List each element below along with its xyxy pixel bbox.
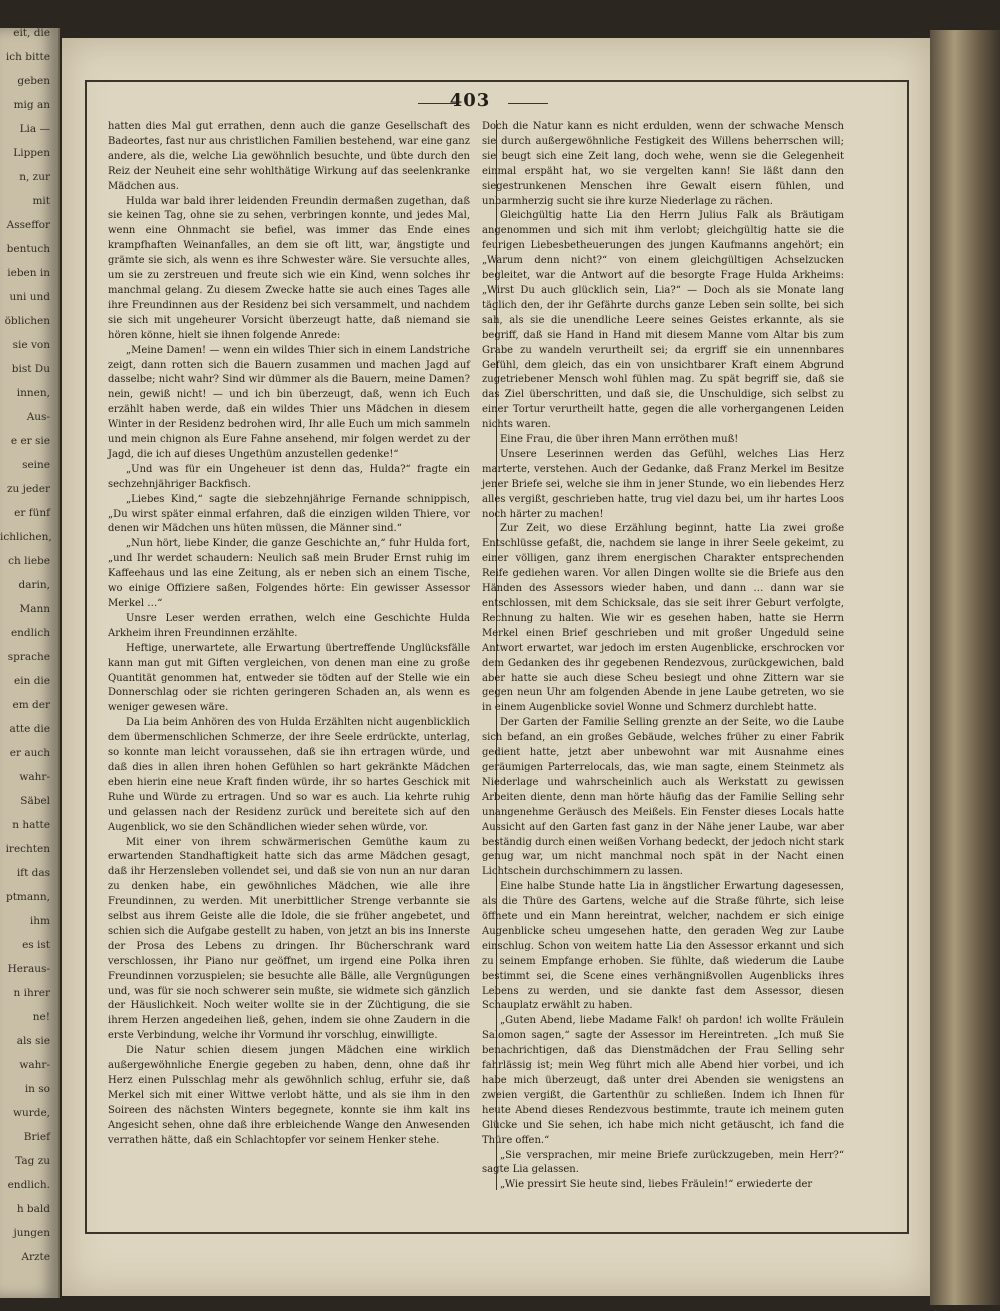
left-page-fragment: wahr-: [19, 772, 50, 783]
left-page-fragment: n ihrer: [13, 988, 50, 999]
left-page-fragment: in so: [24, 1084, 50, 1095]
left-page-fragment: bentuch: [6, 244, 50, 255]
paragraph: „Nun hört, liebe Kinder, die ganze Geschichte an,“ fuhr Hulda fort, „und Ihr werdet schaudern: Neulich saß mein Bruder Ernst ruhig im Kaffeehaus und las eine Zeitung, als er neben sich an einem Tische, wo einige Offiziere saßen, Folgendes hörte: Ein gewisser Assessor Merkel …“: [108, 538, 470, 609]
left-page-fragment: ich bitte: [5, 52, 50, 63]
left-page-fragment: Brief: [23, 1132, 50, 1143]
left-page-fragment: darin,: [18, 580, 50, 591]
left-page-fragment: atte die: [9, 724, 50, 735]
paragraph: Eine halbe Stunde hatte Lia in ängstlicher Erwartung dagesessen, als die Thüre des Gartens, welche auf die Straße führte, sich leise öffnete und ein Mann hereintrat, welcher, nachdem er sich einige Augenblicke scheu umgesehen hatte, den geraden Weg zur Laube einschlug. Schon von weitem hatte Lia den Assessor erkannt und sich zu seinem Empfange erhoben. Sie fühlte, daß wiederum die Laube bestimmt sei, die Scene eines verhängnißvollen Augenblicks ihres Lebens zu werden, und sie dankte fast dem Assessor, diesen Schauplatz erwählt zu haben.: [482, 881, 844, 1012]
paragraph: Gleichgültig hatte Lia den Herrn Julius Falk als Bräutigam angenommen und sich mit ihm verlobt; gleichgültig hatte sie die feurigen Liebesbetheuerungen des jungen Kaufmanns angehört; ein „Warum denn nicht?“ von einem gleichgültigen Achselzucken begleitet, war die Antwort auf die besorgte Frage Hulda Arkheims: „Wirst Du auch glücklich sein, Lia?“ — Doch als sie Monate lang täglich den, der ihr Gefährte durchs ganze Leben sein sollte, bei sich sah, als sie die unendliche Leere seines Geistes erkannte, als sie begriff, daß sie Hand in Hand mit diesem Manne vom Altar bis zum Grabe zu wandeln verurtheilt sei; da ergriff sie ein unnennbares Gefühl, dem gleich, das ein von unsichtbarer Kraft einem Abgrund zugetriebener Mensch wohl fühlen mag. Zu spät begriff sie, daß sie das Ziel überschritten, und daß sie, die Unschuldige, sich selbst zu einer Tortur verurtheilt hatte, gegen die alle vorhergangenen Leiden nichts waren.: [482, 210, 844, 431]
left-page-fragment: Heraus-: [7, 964, 50, 975]
left-page-fragment: ihm: [29, 916, 50, 927]
paragraph: Der Garten der Familie Selling grenzte an der Seite, wo die Laube sich befand, an ein großes Gebäude, welches früher zu einer Fabrik gedient hatte, jetzt aber unbewohnt war mit Ausnahme eines geräumigen Parterrelocals, das, wie man sagte, einem Steinmetz als Niederlage und wahrscheinlich auch als Werkstatt zu gewissen Arbeiten diente, denn man hörte häufig das der Familie Selling sehr unangenehme Geräusch des Meißels. Ein Fenster dieses Locals hatte Aussicht auf den Garten fast ganz in der Nähe jener Laube, war aber beständig durch einen weißen Vorhang bedeckt, der jedoch nicht stark genug war, um nicht manchmal noch spät in der Nacht einen Lichtschein durchschimmern zu lassen.: [482, 717, 844, 878]
left-page-fragment: eit, die: [13, 28, 50, 39]
left-page-fragment: em der: [12, 700, 50, 711]
paragraph: „Liebes Kind,“ sagte die siebzehnjährige Fernande schnippisch, „Du wirst später einmal erfahren, daß die einzigen wilden Thiere, vor denen wir Mädchen uns hüten müssen, die Männer sind.“: [108, 493, 470, 535]
paragraph: hatten dies Mal gut errathen, denn auch die ganze Gesellschaft des Badeortes, fast nur aus christlichen Familien bestehend, war eine ganz andere, als die, welche Lia gewöhnlich besuchte, und übte durch den Reiz der Neuheit eine sehr wohlthätige Wirkung auf das seelenkranke Mädchen aus.: [108, 121, 470, 192]
left-page-fragment: als sie: [16, 1036, 50, 1047]
paragraph: „Wie pressirt Sie heute sind, liebes Fräulein!“ erwiederte der: [500, 1179, 813, 1191]
paragraph: Unsre Leser werden errathen, welch eine Geschichte Hulda Arkheim ihren Freundinnen erzählte.: [108, 612, 470, 639]
left-page-fragment: öblichen: [4, 316, 50, 327]
paragraph: Heftige, unerwartete, alle Erwartung übertreffende Unglücksfälle kann man gut mit Giften vergleichen, von denen man eine zu große Quantität genommen hat, entweder sie tödten auf der Stelle wie ein Donnerschlag oder sie richten geringeren Schaden an, als wenn es weniger gewesen wäre.: [108, 642, 470, 714]
left-page-fragment: ein die: [14, 676, 50, 687]
left-page-fragment: Mann: [19, 604, 50, 615]
left-page-fragment: wahr-: [19, 1060, 50, 1071]
left-page-fragment: zu jeder: [6, 484, 50, 495]
paragraph: Unsere Leserinnen werden das Gefühl, welches Lias Herz marterte, verstehen. Auch der Gedanke, daß Franz Merkel im Besitze jener Briefe sei, welche sie ihm in jener Stunde, wo ein liebendes Herz alles vergißt, geschrieben hatte, trug viel dazu bei, um ihr hartes Loos noch härter zu machen!: [482, 448, 844, 520]
left-page-fragment: n, zur: [19, 172, 50, 183]
paragraph: „Guten Abend, liebe Madame Falk! oh pardon! ich wollte Fräulein Salomon sagen,“ sagte der Assessor im Hereintreten. „Ich muß Sie benachrichtigen, daß das Dienstmädchen der Frau Selling sehr fahrlässig ist; mein Weg führt mich alle Abend hier vorbei, und ich habe mich überzeugt, daß unter drei Abenden sie wenigstens an zweien vergißt, die Gartenthür zu schließen. Indem ich Ihnen für heute Abend dieses Rendezvous bestimmte, traute ich meinem guten Glücke und Sie sehen, ich habe mich nicht getäuscht, ich fand die Thüre offen.“: [482, 1015, 844, 1146]
left-page-fragment: seine: [22, 460, 50, 471]
left-page-fragment: ichlichen,: [0, 532, 52, 543]
paragraph: Da Lia beim Anhören des von Hulda Erzählten nicht augenblicklich dem übermenschlichen Schmerze, der ihre Seele erdrückte, unterlag, so konnte man leicht voraussehen, daß sie ihn ertragen würde, und daß dies in allen ihren hohen Gefühlen so hart gekränkte Mädchen eben hierin eine neue Kraft finden würde, ihr so hartes Geschick mit Ruhe und Würde zu ertragen. Und so war es auch. Lia kehrte ruhig und gelassen nach der Residenz zurück und bereitete sich auf den Augenblick, wo sie den Schändlichen wieder sehen würde, vor.: [108, 717, 470, 833]
left-page-fragment: sie von: [12, 340, 50, 351]
paragraph: Zur Zeit, wo diese Erzählung beginnt, hatte Lia zwei große Entschlüsse gefaßt, die, nachdem sie lange in ihrer Seele gekeimt, zu einer völligen, ganz ihrem energischen Charakter entsprechenden Reife gediehen waren. Vor allen Dingen wollte sie die Briefe aus den Händen des Assessors wieder haben, und dann … dann war sie entschlossen, mit dem Schicksale, das sie seit ihrer Geburt verfolgte, Rechnung zu halten. Wie wir es gesehen haben, hatte sie Herrn Merkel einen Brief geschrieben und mit großer Ungeduld seine Antwort erwartet, war jedoch im ersten Augenblicke, erschrocken vor dem Gedanken des ihr gegebenen Rendezvous, zurückgewichen, bald aber hatte sie auch diese Scheu besiegt und ohne Zittern war sie gegen neun Uhr am folgenden Abende in jene Laube getreten, wo sie in einem Augenblicke soviel Wonne und Schmerz durchlebt hatte.: [482, 523, 844, 714]
paragraph: „Sie versprachen, mir meine Briefe zurückzugeben, mein Herr?“ sagte Lia gelassen.: [482, 1149, 844, 1176]
left-page-fragment: er fünf: [14, 508, 50, 519]
right-column: [482, 120, 844, 1193]
left-facing-page: [0, 28, 60, 1298]
paragraph: „Und was für ein Ungeheuer ist denn das, Hulda?“ fragte ein sechzehnjähriger Backfisch.: [108, 463, 470, 490]
book-edge: [930, 30, 1000, 1305]
paragraph: Die Natur schien diesem jungen Mädchen eine wirklich außergewöhnliche Energie gegeben zu haben, denn, ohne daß ihr Herz einen Pulsschlag mehr als gewöhnlich schlug, erfuhr sie, daß Merkel sich mit einer Wittwe verlobt hätte, und als sie ihm in den Soireen des nächsten Winters begegnete, konnte sie ihm kalt ins Angesicht sehen, ohne daß ihre erbleichende Wange den Anwesenden verrathen hätte, daß ein Schlachtopfer vor seinem Henker stehe.: [108, 1045, 470, 1146]
left-page-fragment: er auch: [9, 748, 50, 759]
left-page-fragment: h bald: [16, 1204, 50, 1215]
left-page-fragment: n hatte: [12, 820, 50, 831]
left-page-fragment: wurde,: [12, 1108, 50, 1119]
left-page-fragment: Lia —: [19, 124, 50, 135]
paragraph: „Meine Damen! — wenn ein wildes Thier sich in einem Landstriche zeigt, dann rotten sich die Bauern zusammen und machen Jagd auf dasselbe; nicht wahr? Sind wir dümmer als die Bauern, meine Damen? nein, gewiß nicht! — und ich bin überzeugt, daß, wenn ich Euch erzählt haben werde, daß ein wildes Thier uns Mädchen in diesem Winter in der Residenz bedrohen wird, Ihr alle Euch um mich sammeln und mein chignon als Eure Fahne ansehend, mir folgen werdet zu der Jagd, die ich auf dieses Ungethüm anzustellen gedenke!“: [108, 344, 470, 460]
left-page-fragment: Aus-: [26, 412, 50, 423]
left-page-fragment: ieben in: [7, 268, 50, 279]
left-page-fragment: Lippen: [13, 148, 50, 159]
left-page-fragment: es ist: [22, 940, 50, 951]
left-page-fragment: Säbel: [20, 796, 50, 807]
left-page-fragment: uni und: [9, 292, 50, 303]
left-page-fragment: ne!: [32, 1012, 50, 1023]
left-column: [108, 120, 470, 1149]
left-page-fragment: ptmann,: [5, 892, 50, 903]
left-page-fragment: innen,: [16, 388, 50, 399]
left-page-fragment: endlich: [10, 628, 50, 639]
page-number: 403: [449, 90, 491, 111]
left-page-fragment: ch liebe: [8, 556, 50, 567]
left-page-fragment: Asseffor: [6, 220, 50, 231]
paragraph: Hulda war bald ihrer leidenden Freundin dermaßen zugethan, daß sie keinen Tag, ohne sie zu sehen, verbringen konnte, und jedes Mal, wenn eine Ohnmacht sie befiel, was immer das Ende eines krampfhaften Weinanfalles, an dem sie oft litt, war, ängstigte und grämte sie sich, als wenn es ihre Schwester wäre. Sie versuchte alles, um sie zu zerstreuen und freute sich wie ein Kind, wenn solches ihr manchmal gelang. Zu diesem Zwecke hatte sie auch eines Tages alle ihre Freundinnen aus der Residenz bei sich versammelt, und nachdem sie sich mit ungeheurer Vorsicht überzeugt hatte, daß niemand sie hören könne, hielt sie ihnen folgende Anrede:: [108, 195, 470, 341]
left-page-fragment: sprache: [7, 652, 50, 663]
paragraph: Mit einer von ihrem schwärmerischen Gemüthe kaum zu erwartenden Standhaftigkeit hatte sich das arme Mädchen gesagt, daß ihr Herzensleben vollendet sei, und daß sie von nun an nur daran zu denken habe, ein gewöhnliches Mädchen, wie alle ihre Freundinnen, zu werden. Mit unerbittlicher Strenge verbannte sie selbst aus ihrem Geiste alle die Idole, die sie früher angebetet, und schien sich die Aufgabe gestellt zu haben, von jetzt an bis ins Innerste der Prosa des Lebens zu dringen. Ihr Bücherschrank ward verschlossen, ihr Piano nur geöffnet, um irgend eine Polka ihren Freundinnen vorzuspielen; sie besuchte alle Bälle, alle Vergnügungen und, was für sie noch schwerer sein mußte, sie widmete sich gänzlich der Häuslichkeit. Noch weiter wollte sie in der Züchtigung, die sie ihrem Herzen angedeihen ließ, gehen, indem sie ohne Zaudern in die erste Verbindung, welche ihr Vormund ihr vorschlug, einwilligte.: [108, 836, 470, 1042]
left-page-fragment: jungen: [13, 1228, 50, 1239]
left-page-fragment: geben: [17, 76, 50, 87]
left-page-fragment: endlich.: [7, 1180, 50, 1191]
left-page-fragment: ift das: [16, 868, 50, 879]
left-page-fragment: e er sie: [10, 436, 50, 447]
paragraph: Eine Frau, die über ihren Mann erröthen muß!: [500, 434, 739, 446]
left-page-fragment: Ärzte: [21, 1252, 50, 1263]
left-page-fragment: bist Du: [11, 364, 50, 375]
left-page-fragment: mig an: [13, 100, 50, 111]
left-page-fragment: irechten: [5, 844, 50, 855]
left-page-fragment: mit: [32, 196, 50, 207]
paragraph: Doch die Natur kann es nicht erdulden, wenn der schwache Mensch sie durch außergewöhnliche Festigkeit des Willens beherrschen will; sie beugt sich eine Zeit lang, doch wehe, wenn sie die Gelegenheit einmal erspäht hat, wo sie vergelten kann! Sie läßt dann den siegestrunkenen Menschen ihre Gewalt eisern fühlen, und unbarmherzig sucht sie ihre kurze Niederlage zu rächen.: [482, 121, 844, 207]
left-page-fragment: Tag zu: [15, 1156, 50, 1167]
